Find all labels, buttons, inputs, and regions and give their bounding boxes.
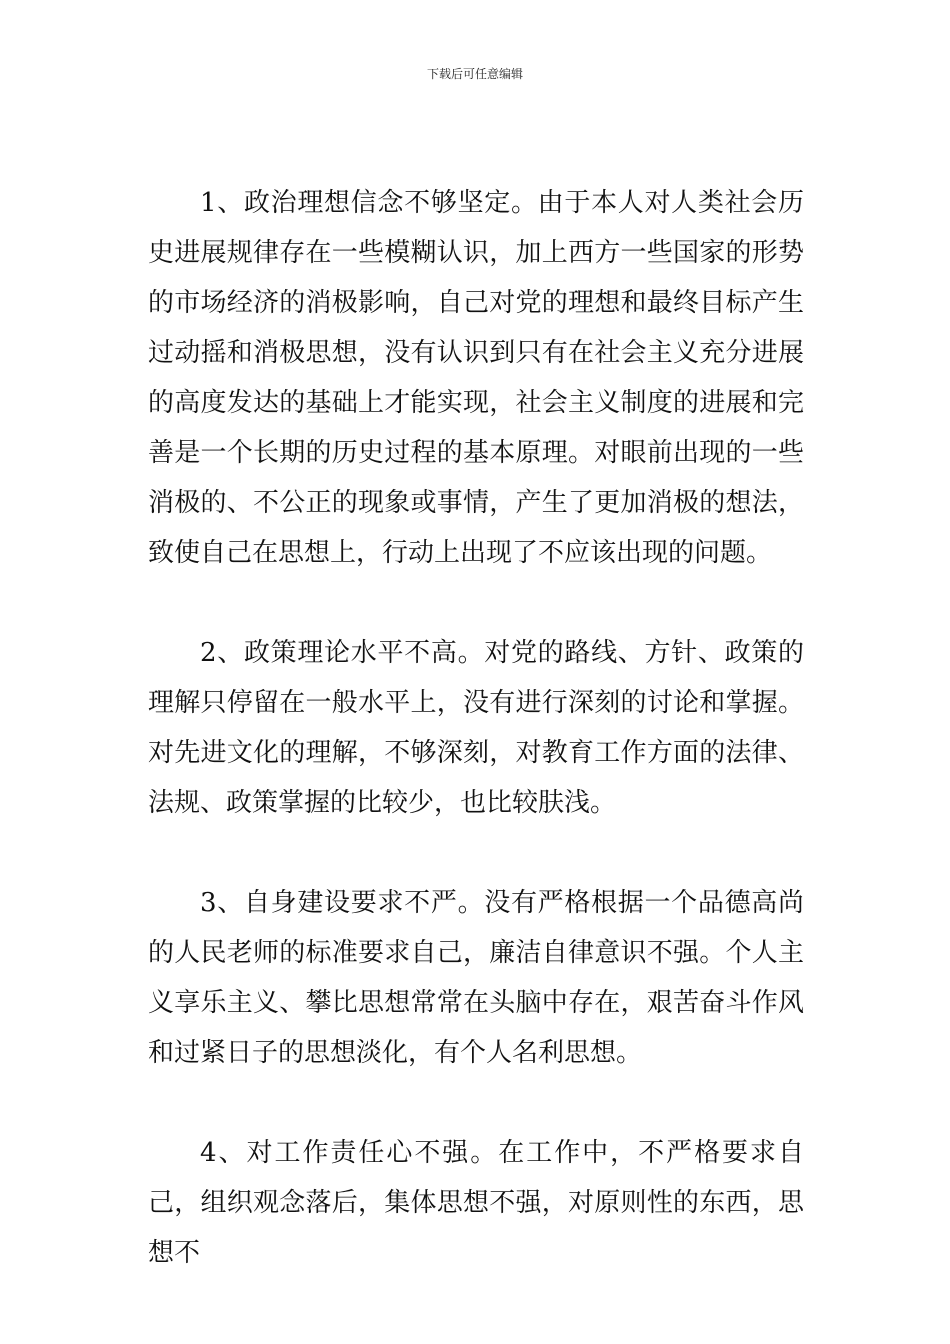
paragraph-4: 4、对工作责任心不强。在工作中，不严格要求自己，组织观念落后，集体思想不强，对原则性的东西，思想不 [148, 1138, 804, 1268]
paragraph-2: 2、政策理论水平不高。对党的路线、方针、政策的理解只停留在一般水平上，没有进行深刻的讨论和掌握。对先进文化的理解，不够深刻，对教育工作方面的法律、法规、政策掌握的比较少，也比较肤浅。 [148, 638, 804, 818]
paragraph-1: 1、政治理想信念不够坚定。由于本人对人类社会历史进展规律存在一些模糊认识，加上西方一些国家的形势的市场经济的消极影响，自己对党的理想和最终目标产生过动摇和消极思想，没有认识到只有在社会主义充分进展的高度发达的基础上才能实现，社会主义制度的进展和完善是一个长期的历史过程的基本原理。对眼前出现的一些消极的、不公正的现象或事情，产生了更加消极的想法，致使自己在思想上，行动上出现了不应该出现的问题。 [148, 188, 804, 568]
document-body [148, 178, 804, 1328]
paragraph-3: 3、自身建设要求不严。没有严格根据一个品德高尚的人民老师的标准要求自己，廉洁自律意识不强。个人主义享乐主义、攀比思想常常在头脑中存在，艰苦奋斗作风和过紧日子的思想淡化，有个人名利思想。 [148, 888, 804, 1068]
page-header: 下载后可任意编辑 [426, 67, 523, 81]
